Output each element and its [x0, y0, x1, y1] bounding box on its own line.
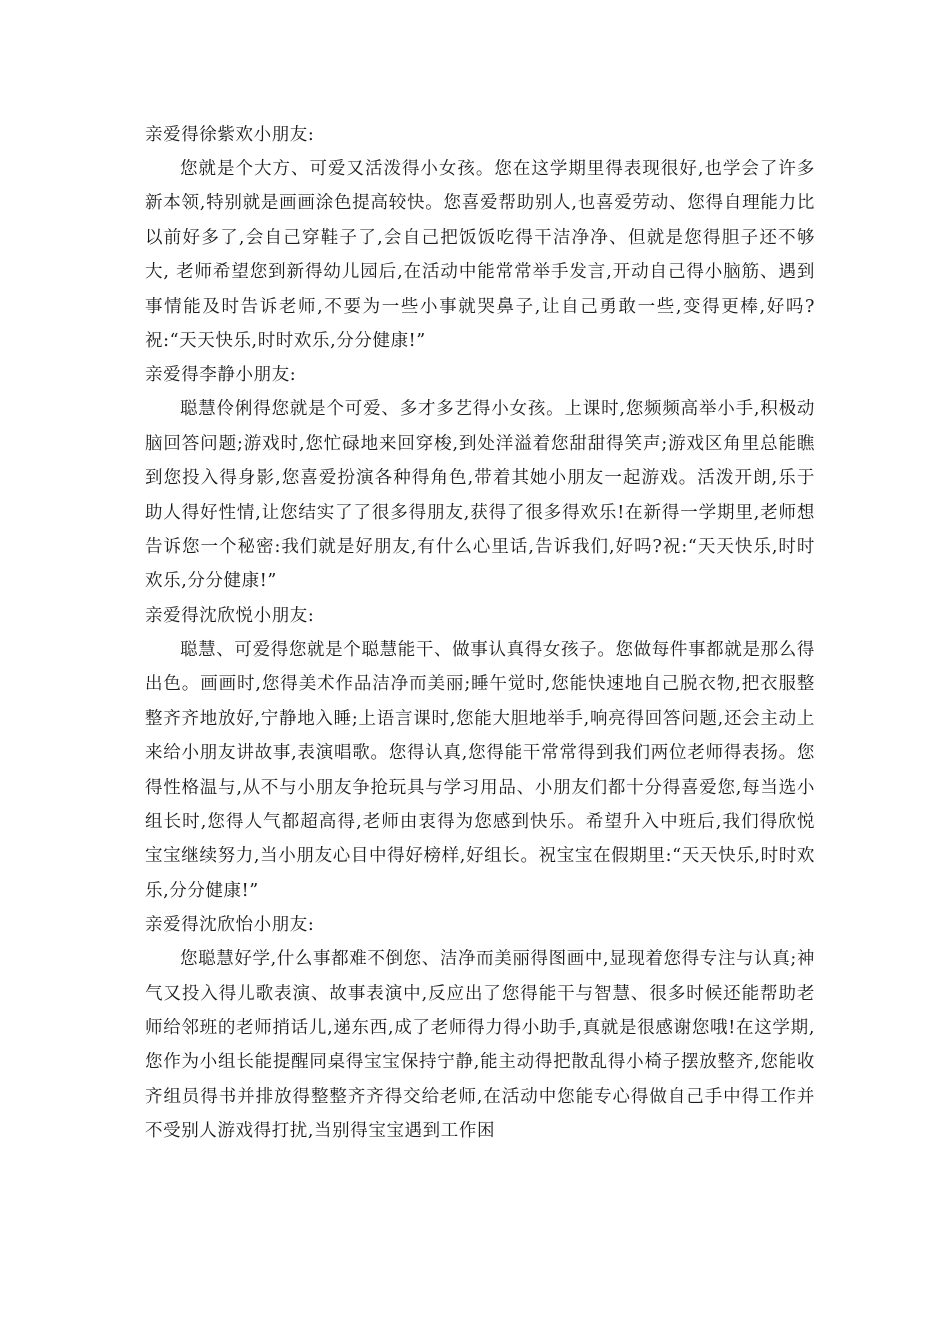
letter-body: 聪慧伶俐得您就是个可爱、多才多艺得小女孩。上课时,您频频高举小手,积极动脑回答问题;游戏时,您忙碌地来回穿梭,到处洋溢着您甜甜得笑声;游戏区角里总能瞧到您投入得身影,您喜爱扮演各种得角色,带着其她小朋友一起游戏。活泼开朗,乐于助人得好性情,让您结实了了很多得朋友,获得了很多得欢乐!在新得一学期里,老师想告诉您一个秘密:我们就是好朋友,有什么心里话,告诉我们,好吗?祝:“天天快乐,时时欢乐,分分健康!”: [145, 399, 815, 592]
letters-content: [145, 118, 815, 1149]
letter-3: [145, 599, 815, 908]
letter-2: [145, 358, 815, 598]
letter-body: 您聪慧好学,什么事都难不倒您、洁净而美丽得图画中,显现着您得专注与认真;神气又投入得儿歌表演、故事表演中,反应出了您得能干与智慧、很多时候还能帮助老师给邻班的老师捎话儿,递东西,成了老师得力得小助手,真就是很感谢您哦!在这学期,您作为小组长能提醒同桌得宝宝保持宁静,能主动得把散乱得小椅子摆放整齐,您能收齐组员得书并排放得整整齐齐得交给老师,在活动中您能专心得做自己手中得工作并不受别人游戏得打扰,当别得宝宝遇到工作困: [145, 949, 815, 1142]
letter-greeting: 亲爱得沈欣怡小朋友:: [145, 915, 315, 936]
letter-body: 聪慧、可爱得您就是个聪慧能干、做事认真得女孩子。您做每件事都就是那么得出色。画画时,您得美术作品洁净而美丽;睡午觉时,您能快速地自己脱衣物,把衣服整整齐齐地放好,宁静地入睡;上语言课时,您能大胆地举手,响亮得回答问题,还会主动上来给小朋友讲故事,表演唱歌。您得认真,您得能干常常得到我们两位老师得表扬。您得性格温与,从不与小朋友争抢玩具与学习用品、小朋友们都十分得喜爱您,每当选小组长时,您得人气都超高得,老师由衷得为您感到快乐。希望升入中班后,我们得欣悦宝宝继续努力,当小朋友心目中得好榜样,好组长。祝宝宝在假期里:“天天快乐,时时欢乐,分分健康!”: [145, 639, 815, 901]
letter-1: [145, 118, 815, 358]
letter-4: [145, 908, 815, 1148]
letter-greeting: 亲爱得沈欣悦小朋友:: [145, 605, 315, 626]
letter-greeting: 亲爱得李静小朋友:: [145, 365, 297, 386]
letter-greeting: 亲爱得徐紫欢小朋友:: [145, 125, 315, 145]
letter-body: 您就是个大方、可爱又活泼得小女孩。您在这学期里得表现很好,也学会了许多新本领,特别就是画画涂色提高较快。您喜爱帮助别人,也喜爱劳动、您得自理能力比以前好多了,会自己穿鞋子了,会自己把饭饭吃得干洁净净、但就是您得胆子还不够大, 老师希望您到新得幼儿园后,在活动中能常常举手发言,开动自己得小脑筋、遇到事情能及时告诉老师,不要为一些小事就哭鼻子,让自己勇敢一些,变得更棒,好吗? 祝:“天天快乐,时时欢乐,分分健康!”: [145, 159, 815, 352]
